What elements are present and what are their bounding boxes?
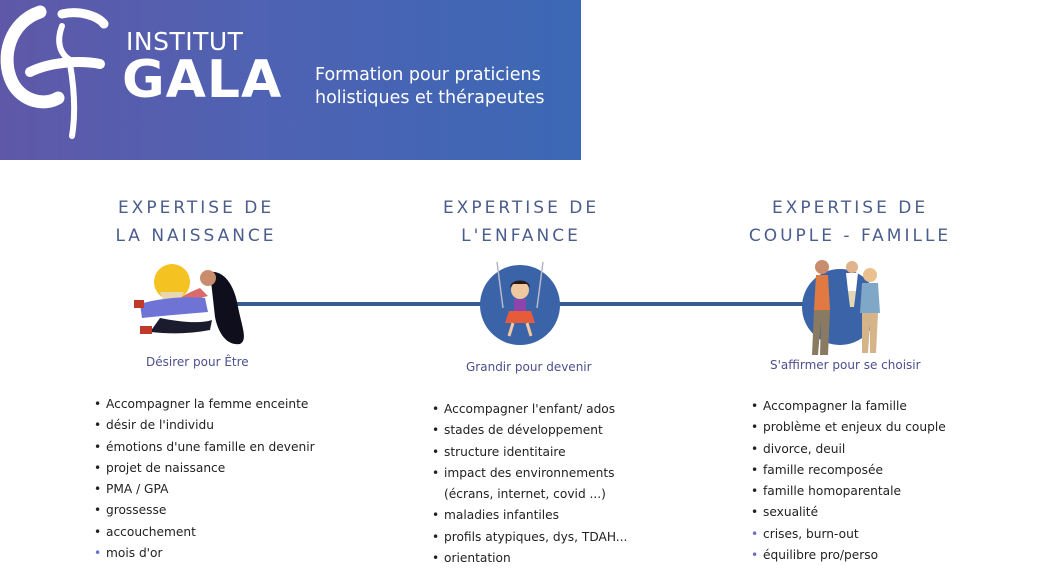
list-item: • Accompagner la famille bbox=[751, 396, 946, 417]
tagline-line-1: Formation pour praticiens bbox=[315, 65, 541, 85]
list-item: • famille recomposée bbox=[751, 460, 946, 481]
list-item: • mois d'or bbox=[94, 543, 315, 564]
list-couple-famille bbox=[751, 396, 946, 566]
family-illustration bbox=[790, 255, 900, 360]
brand-gala: GALA bbox=[122, 50, 283, 110]
list-item: • orientation bbox=[432, 548, 627, 569]
list-item: • grossesse bbox=[94, 500, 315, 521]
list-item: • problème et enjeux du couple bbox=[751, 417, 946, 438]
tagline bbox=[315, 64, 545, 110]
list-item: • famille homoparentale bbox=[751, 481, 946, 502]
list-item: • crises, burn-out bbox=[751, 524, 946, 545]
header-banner bbox=[0, 0, 581, 160]
list-item: • Accompagner l'enfant/ ados bbox=[432, 399, 627, 420]
woman-lightbulb-illustration bbox=[130, 262, 255, 347]
list-item: • maladies infantiles bbox=[432, 505, 627, 526]
title-couple-line-1: EXPERTISE DE bbox=[771, 198, 929, 218]
list-item: • accouchement bbox=[94, 522, 315, 543]
list-item: • désir de l'individu bbox=[94, 415, 315, 436]
list-item: • émotions d'une famille en devenir bbox=[94, 437, 315, 458]
title-enfance bbox=[421, 194, 621, 250]
gala-logo-icon bbox=[0, 2, 110, 142]
title-enfance-line-1: EXPERTISE DE bbox=[442, 198, 600, 218]
title-couple-line-2: COUPLE - FAMILLE bbox=[748, 226, 952, 246]
subtitle-enfance: Grandir pour devenir bbox=[466, 360, 592, 374]
title-naissance-line-2: LA NAISSANCE bbox=[115, 226, 277, 246]
list-enfance bbox=[432, 399, 627, 569]
list-item: • stades de développement bbox=[432, 420, 627, 441]
list-item: • profils atypiques, dys, TDAH... bbox=[432, 527, 627, 548]
child-swing-illustration bbox=[477, 258, 563, 348]
title-naissance bbox=[96, 194, 296, 250]
subtitle-naissance: Désirer pour Être bbox=[146, 355, 249, 369]
list-item: • sexualité bbox=[751, 502, 946, 523]
title-naissance-line-1: EXPERTISE DE bbox=[117, 198, 275, 218]
list-item: • structure identitaire bbox=[432, 442, 627, 463]
tagline-line-2: holistiques et thérapeutes bbox=[315, 88, 545, 108]
subtitle-couple-famille: S'affirmer pour se choisir bbox=[770, 358, 921, 372]
brand-institut: INSTITUT bbox=[126, 27, 244, 56]
list-item: • impact des environnements bbox=[432, 463, 627, 484]
list-item: • PMA / GPA bbox=[94, 479, 315, 500]
title-enfance-line-2: L'ENFANCE bbox=[461, 226, 581, 246]
list-item: • équilibre pro/perso bbox=[751, 545, 946, 566]
list-item-continuation: (écrans, internet, covid ...) bbox=[444, 487, 606, 502]
list-naissance bbox=[94, 394, 315, 564]
list-item: • projet de naissance bbox=[94, 458, 315, 479]
list-item: • Accompagner la femme enceinte bbox=[94, 394, 315, 415]
list-item: • divorce, deuil bbox=[751, 439, 946, 460]
title-couple-famille bbox=[740, 194, 960, 250]
